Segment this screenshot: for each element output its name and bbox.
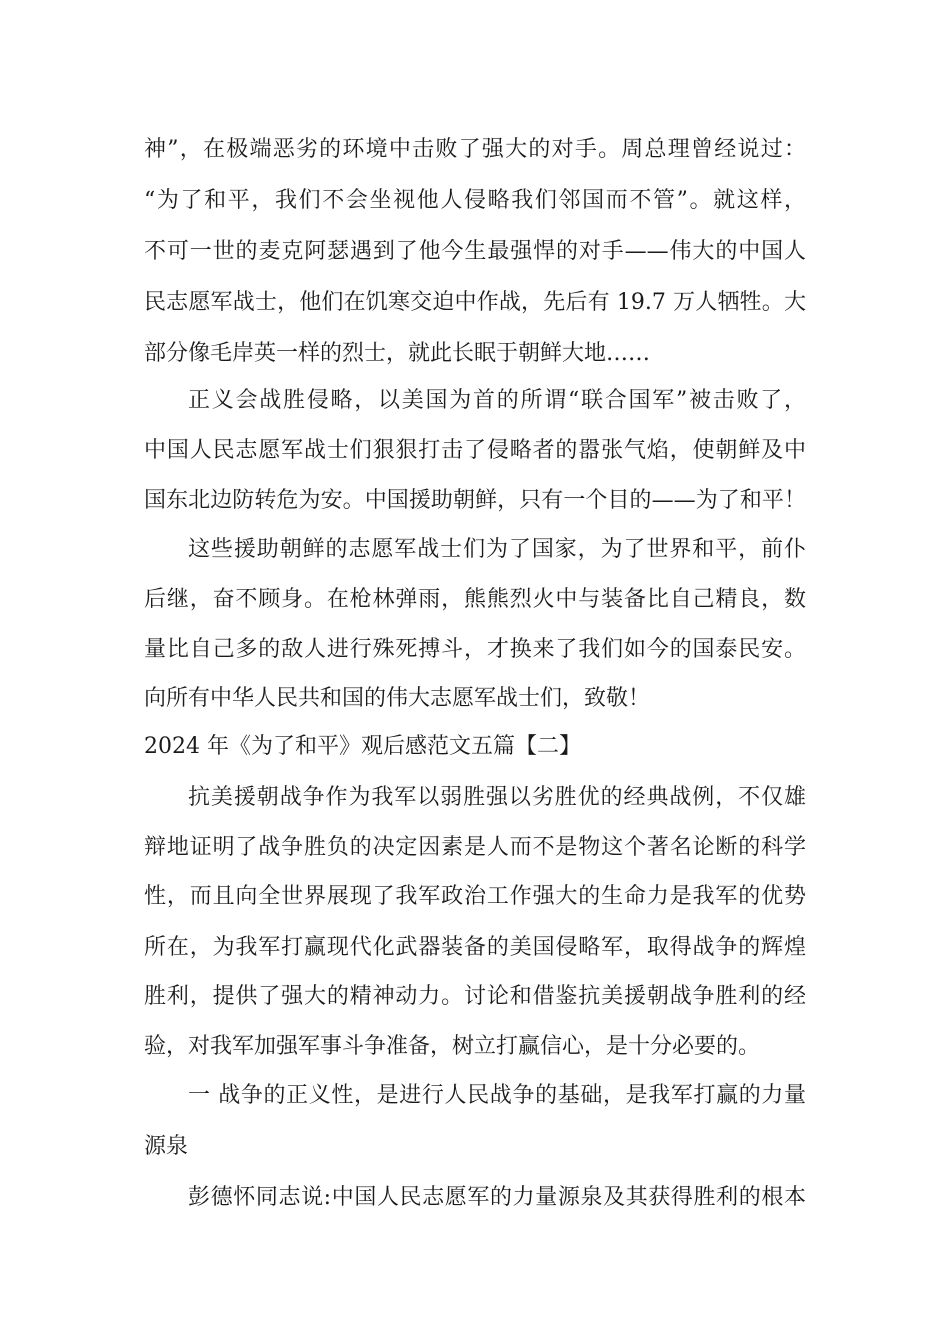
text-line: 源泉: [144, 1134, 189, 1159]
text-line: 正义会战胜侵略，以美国为首的所谓“联合国军”被击败了，: [188, 388, 806, 413]
text-line: 民志愿军战士，他们在饥寒交迫中作战，先后有 19.7 万人牺牲。大: [144, 290, 806, 315]
text-line: “为了和平，我们不会坐视他人侵略我们邻国而不管”。就这样，: [144, 188, 806, 213]
text-line: 彭德怀同志说:中国人民志愿军的力量源泉及其获得胜利的根本: [188, 1185, 806, 1210]
text-line: 国东北边防转危为安。中国援助朝鲜，只有一个目的——为了和平！: [144, 488, 806, 513]
text-line: 这些援助朝鲜的志愿军战士们为了国家，为了世界和平，前仆: [188, 537, 806, 562]
text-line: 向所有中华人民共和国的伟大志愿军战士们，致敬！: [144, 686, 651, 711]
text-line: 神”，在极端恶劣的环境中击败了强大的对手。周总理曾经说过：: [144, 137, 806, 162]
text-line: 性，而且向全世界展现了我军政治工作强大的生命力是我军的优势: [144, 884, 806, 909]
text-line: 辩地证明了战争胜负的决定因素是人而不是物这个著名论断的科学: [144, 835, 806, 860]
text-line: 后继，奋不顾身。在枪林弹雨，熊熊烈火中与装备比自己精良，数: [144, 587, 806, 612]
text-line: 不可一世的麦克阿瑟遇到了他今生最强悍的对手——伟大的中国人: [144, 239, 806, 264]
text-line: 中国人民志愿军战士们狠狠打击了侵略者的嚣张气焰，使朝鲜及中: [144, 438, 806, 463]
text-line: 所在，为我军打赢现代化武器装备的美国侵略军，取得战争的辉煌: [144, 935, 806, 960]
section-heading: 2024 年《为了和平》观后感范文五篇【二】: [144, 734, 581, 759]
text-line: 部分像毛岸英一样的烈士，就此长眠于朝鲜大地……: [144, 341, 651, 366]
text-line: 抗美援朝战争作为我军以弱胜强以劣胜优的经典战例，不仅雄: [188, 785, 806, 810]
text-line: 一 战争的正义性，是进行人民战争的基础，是我军打赢的力量: [188, 1083, 806, 1108]
text-line: 胜利，提供了强大的精神动力。讨论和借鉴抗美援朝战争胜利的经: [144, 984, 806, 1009]
text-line: 量比自己多的敌人进行殊死搏斗，才换来了我们如今的国泰民安。: [144, 637, 806, 662]
text-line: 验，对我军加强军事斗争准备，树立打赢信心，是十分必要的。: [144, 1034, 761, 1059]
